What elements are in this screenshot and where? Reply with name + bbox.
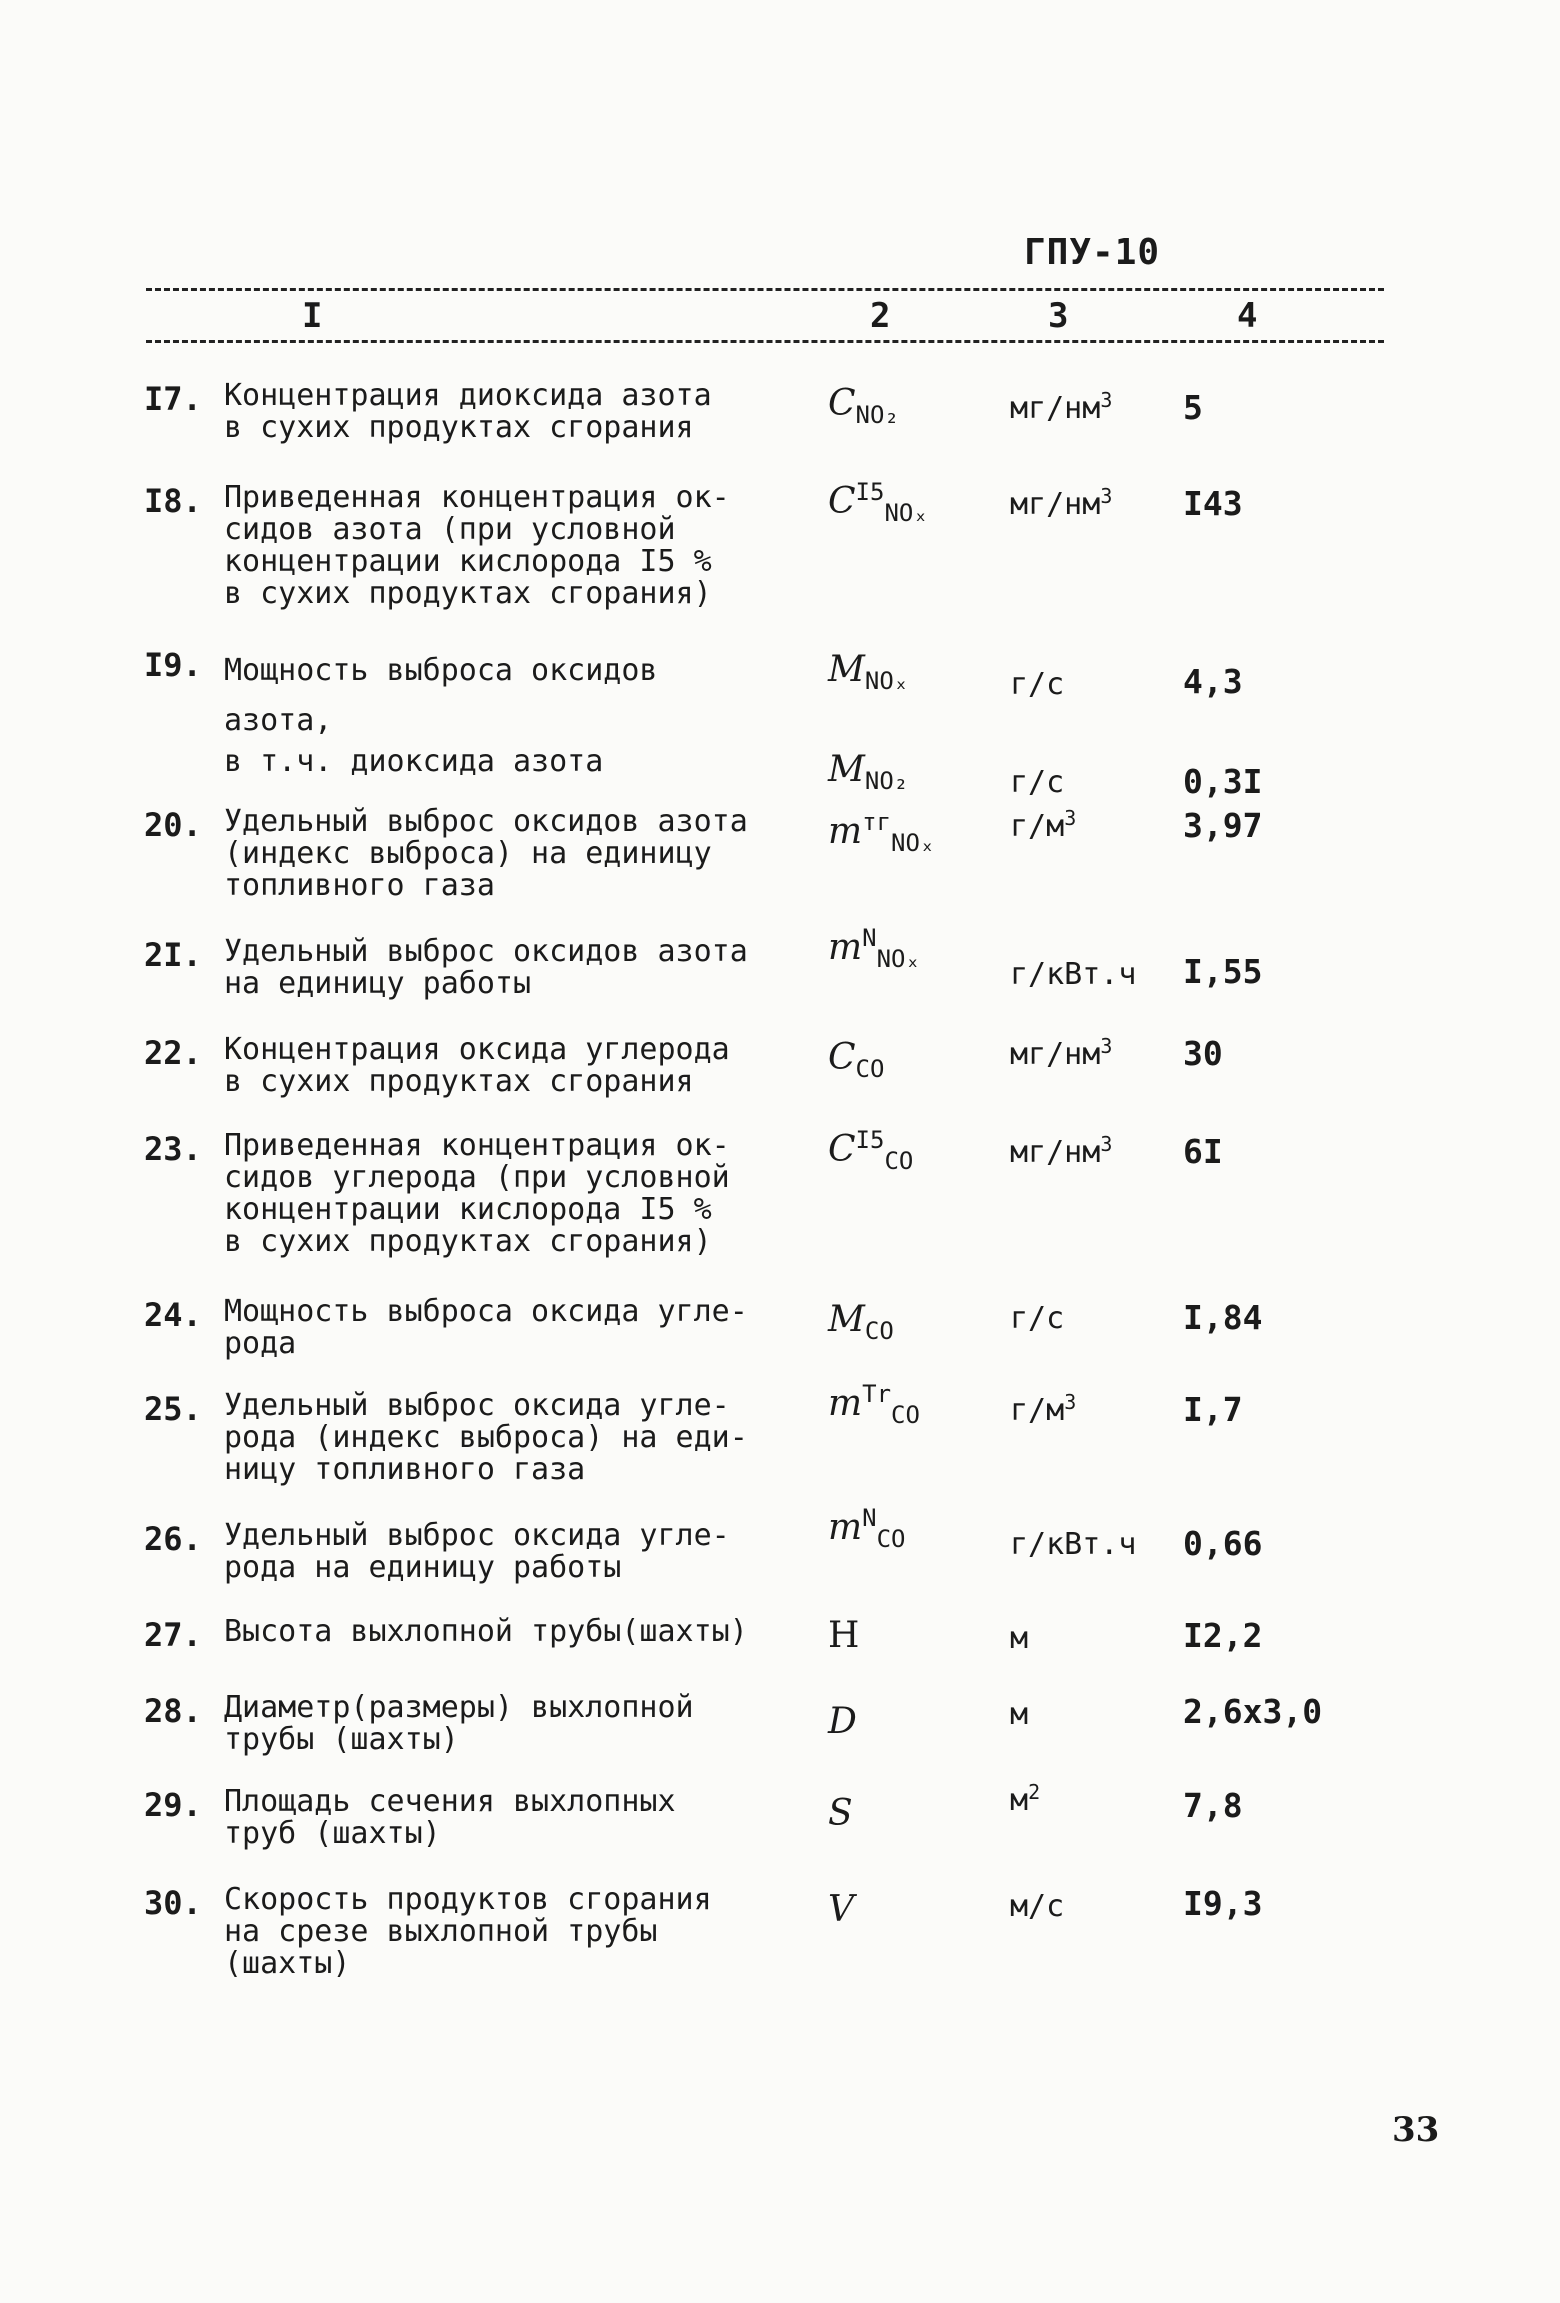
column-header-1: I (302, 296, 323, 336)
symbol-subscript: CO (864, 1317, 894, 1346)
row-description: Удельный выброс оксидов азота на единицу работы (224, 934, 748, 1001)
symbol-main: m (828, 927, 863, 968)
column-header-4: 4 (1237, 296, 1258, 336)
symbol-main: V (828, 1889, 854, 1930)
symbol-subscript: CO (855, 1055, 885, 1084)
row-symbol (828, 1698, 998, 1747)
row-number: 29. (144, 1786, 202, 1824)
row-unit (1010, 484, 1160, 522)
unit-superscript: 3 (1100, 1132, 1113, 1156)
row-description: Концентрация оксида углерода в сухих продуктах сгорания (224, 1032, 730, 1099)
unit-base: мг/нм (1010, 1135, 1101, 1170)
symbol-subscript: NO₂ (864, 767, 909, 796)
row-value: I43 (1183, 484, 1243, 523)
symbol-main: m (828, 1507, 863, 1548)
unit-base: г/м (1010, 1393, 1065, 1428)
symbol-main: m (828, 811, 863, 852)
row-description: Концентрация диоксида азота в сухих продуктах сгорания (224, 378, 712, 445)
row-symbol (828, 1612, 998, 1661)
row-unit (1010, 1780, 1160, 1818)
unit-base: м (1010, 1697, 1029, 1732)
row-description: Удельный выброс оксидов азота (индекс выброса) на единицу топливного газа (224, 804, 748, 903)
unit-base: мг/нм (1010, 487, 1101, 522)
row-value: 0,3I (1183, 762, 1263, 801)
row-number: I7. (144, 380, 202, 418)
row-description: Скорость продуктов сгорания на срезе выхлопной трубы (шахты) (224, 1882, 712, 1981)
row-unit (1010, 954, 1160, 992)
row-description: в т.ч. диоксида азота (224, 744, 604, 779)
row-symbol (828, 478, 998, 527)
unit-base: г/м (1010, 809, 1065, 844)
symbol-superscript: I5 (855, 1126, 885, 1154)
row-value: 5 (1183, 388, 1203, 427)
symbol-superscript: Tr (862, 1380, 892, 1408)
symbol-subscript: CO (876, 1525, 906, 1554)
unit-superscript: 3 (1100, 388, 1113, 412)
row-description: Диаметр(размеры) выхлопной трубы (шахты) (224, 1690, 694, 1757)
row-value: I2,2 (1183, 1616, 1263, 1655)
row-number: 28. (144, 1692, 202, 1730)
symbol-main: M (828, 649, 865, 690)
row-number: 20. (144, 806, 202, 844)
row-number: 27. (144, 1616, 202, 1654)
symbol-main: C (828, 1037, 856, 1078)
unit-superscript: 3 (1064, 806, 1077, 830)
symbol-main: S (828, 1793, 853, 1834)
symbol-main: D (828, 1701, 857, 1742)
unit-base: г/кВт.ч (1010, 957, 1137, 992)
row-number: 30. (144, 1884, 202, 1922)
symbol-main: m (828, 1383, 863, 1424)
symbol-subscript: NO₂ (855, 401, 899, 430)
row-symbol (828, 1034, 998, 1083)
row-description: Мощность выброса оксида угле- рода (224, 1294, 748, 1361)
row-value: 0,66 (1183, 1524, 1263, 1563)
row-value: 7,8 (1183, 1786, 1243, 1825)
row-symbol (828, 924, 998, 973)
row-symbol (828, 808, 998, 857)
unit-base: мг/нм (1010, 391, 1101, 426)
row-description: Мощность выброса оксидов азота, (224, 653, 658, 738)
unit-base: мг/нм (1010, 1037, 1101, 1072)
row-unit (1010, 806, 1160, 844)
row-value: 6I (1183, 1132, 1223, 1171)
document-code: ГПУ-10 (1024, 232, 1161, 273)
unit-superscript: 3 (1100, 484, 1113, 508)
column-header-2: 2 (870, 296, 891, 336)
row-description: Площадь сечения выхлопных труб (шахты) (224, 1784, 676, 1851)
row-unit (1010, 1618, 1160, 1656)
column-header-3: 3 (1048, 296, 1069, 336)
row-number: 2I. (144, 936, 202, 974)
symbol-main: C (828, 383, 856, 424)
symbol-subscript: CO (891, 1401, 920, 1430)
row-symbol (828, 646, 998, 695)
row-value: I,7 (1183, 1390, 1243, 1429)
row-value: 2,6x3,0 (1183, 1692, 1323, 1731)
row-description: Приведенная концентрация ок- сидов углерода (при условной концентрации кислорода I5 % в сухих продуктах сгорания) (224, 1128, 730, 1259)
row-unit (1010, 1390, 1160, 1428)
row-unit (1010, 762, 1160, 800)
row-unit (1010, 1886, 1160, 1924)
row-number: 22. (144, 1034, 202, 1072)
row-unit (1010, 1132, 1160, 1170)
symbol-main: C (828, 1129, 856, 1170)
symbol-subscript: NOₓ (876, 945, 920, 974)
row-symbol (828, 1886, 998, 1935)
row-number: 26. (144, 1520, 202, 1558)
symbol-subscript: CO (884, 1147, 914, 1176)
unit-base: г/кВт.ч (1010, 1527, 1137, 1562)
symbol-subscript: NOₓ (884, 499, 928, 528)
unit-base: г/с (1010, 667, 1065, 702)
row-value: 4,3 (1183, 662, 1243, 701)
row-symbol (828, 380, 998, 429)
row-unit (1010, 1034, 1160, 1072)
symbol-main: H (828, 1615, 860, 1656)
row-description: Приведенная концентрация ок- сидов азота (при условной концентрации кислорода I5 % в сухих продуктах сгорания) (224, 480, 730, 611)
unit-base: м/с (1010, 1889, 1065, 1924)
symbol-subscript: NOₓ (891, 829, 935, 858)
row-symbol (828, 1504, 998, 1553)
row-symbol (828, 1790, 998, 1839)
symbol-main: M (828, 1299, 865, 1340)
row-unit (1010, 1524, 1160, 1562)
row-value: I,84 (1183, 1298, 1263, 1337)
symbol-main: C (828, 481, 856, 522)
row-description: Высота выхлопной трубы(шахты) (224, 1614, 748, 1649)
row-symbol (828, 746, 998, 795)
symbol-subscript: NOₓ (864, 667, 909, 696)
symbol-superscript: N (862, 924, 877, 952)
row-number: 25. (144, 1390, 202, 1428)
unit-superscript: 3 (1064, 1390, 1077, 1414)
row-unit (1010, 1694, 1160, 1732)
row-description: Удельный выброс оксида угле- рода (индекс выброса) на еди- ницу топливного газа (224, 1388, 748, 1487)
symbol-superscript: N (862, 1504, 877, 1532)
unit-base: г/с (1010, 1301, 1065, 1336)
row-symbol (828, 1296, 998, 1345)
row-number: 23. (144, 1130, 202, 1168)
row-unit (1010, 1298, 1160, 1336)
row-value: 3,97 (1183, 806, 1263, 845)
row-value: I,55 (1183, 952, 1263, 991)
row-value: 30 (1183, 1034, 1223, 1073)
row-value: I9,3 (1183, 1884, 1263, 1923)
symbol-main: M (828, 749, 865, 790)
symbol-superscript: тг (862, 808, 892, 836)
row-number: I9. (144, 646, 202, 684)
page-number: 33 (1392, 2110, 1440, 2150)
row-unit (1010, 664, 1160, 702)
row-number: I8. (144, 482, 202, 520)
unit-base: м (1010, 1783, 1029, 1818)
symbol-superscript: I5 (855, 478, 885, 506)
unit-superscript: 3 (1100, 1034, 1113, 1058)
row-unit (1010, 388, 1160, 426)
unit-base: г/с (1010, 765, 1065, 800)
row-description: Удельный выброс оксида угле- рода на единицу работы (224, 1518, 730, 1585)
row-symbol (828, 1380, 998, 1429)
row-number: 24. (144, 1296, 202, 1334)
unit-base: м (1010, 1621, 1029, 1656)
unit-superscript: 2 (1028, 1780, 1041, 1804)
row-symbol (828, 1126, 998, 1175)
